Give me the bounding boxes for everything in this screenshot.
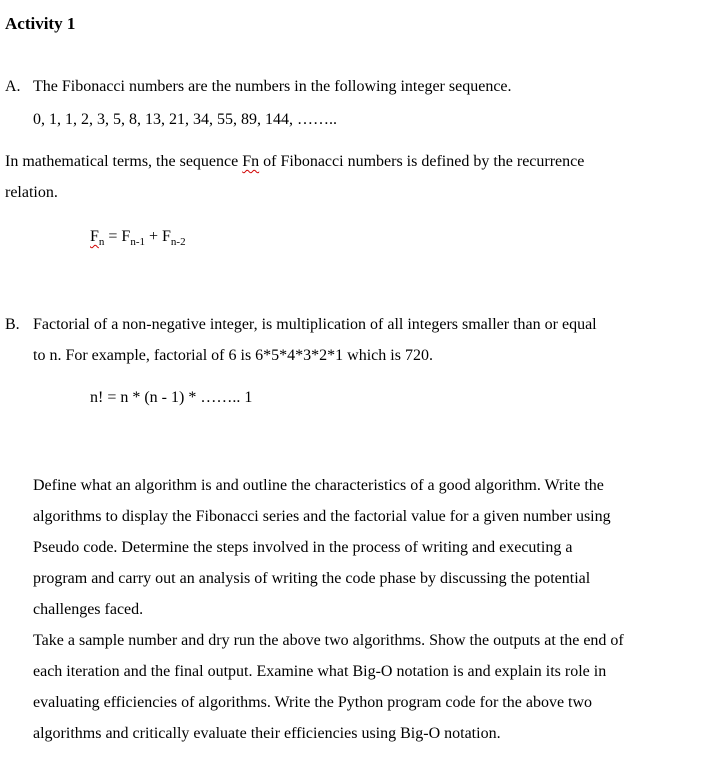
definition-continuation: relation. — [5, 184, 58, 201]
task-line: Define what an algorithm is and outline the characteristics of a good algorithm. Write the — [33, 477, 604, 494]
formula-term1: = F — [104, 228, 131, 245]
task-line: algorithms to display the Fibonacci series and the factorial value for a given number using — [33, 508, 611, 525]
task-line: challenges faced. — [33, 601, 144, 618]
fibonacci-formula — [90, 228, 186, 246]
factorial-formula: n! = n * (n - 1) * …….. 1 — [90, 389, 253, 406]
task-line: evaluating efficiencies of algorithms. Write the Python program code for the above two — [33, 694, 593, 711]
task-line: algorithms and critically evaluate their efficiencies using Big-O notation. — [33, 725, 501, 742]
task-line: each iteration and the final output. Examine what Big-O notation is and explain its role in — [33, 663, 607, 680]
section-b-line1: Factorial of a non-negative integer, is multiplication of all integers smaller than or equal — [33, 316, 597, 333]
task-line: Pseudo code. Determine the steps involved in the process of writing and executing a — [33, 539, 573, 556]
definition-text-pre: In mathematical terms, the sequence — [5, 153, 243, 170]
fibonacci-sequence: 0, 1, 1, 2, 3, 5, 8, 13, 21, 34, 55, 89, 144, …….. — [33, 111, 337, 128]
section-a-intro: The Fibonacci numbers are the numbers in the following integer sequence. — [33, 78, 512, 95]
formula-sub2: n-2 — [170, 236, 186, 248]
section-b-line2: to n. For example, factorial of 6 is 6*5*4*3*2*1 which is 720. — [33, 347, 433, 364]
task-line: Take a sample number and dry run the above two algorithms. Show the outputs at the end of — [33, 632, 624, 649]
formula-term2: + F — [145, 228, 171, 245]
task-paragraph-2 — [33, 625, 624, 749]
formula-sub1: n-1 — [130, 236, 145, 248]
section-b-marker: B. — [5, 316, 20, 333]
formula-lhs-f: F — [90, 228, 99, 245]
section-a-marker: A. — [5, 78, 21, 95]
fibonacci-definition — [5, 153, 584, 171]
fn-term: Fn — [242, 153, 260, 170]
formula-lhs-sub: n — [98, 236, 105, 248]
activity-title: Activity 1 — [5, 14, 76, 33]
formula-lhs — [90, 228, 105, 248]
task-line: program and carry out an analysis of writing the code phase by discussing the potential — [33, 570, 591, 587]
task-paragraph-1 — [33, 470, 611, 625]
definition-text-post: of Fibonacci numbers is defined by the recurrence — [259, 153, 585, 170]
